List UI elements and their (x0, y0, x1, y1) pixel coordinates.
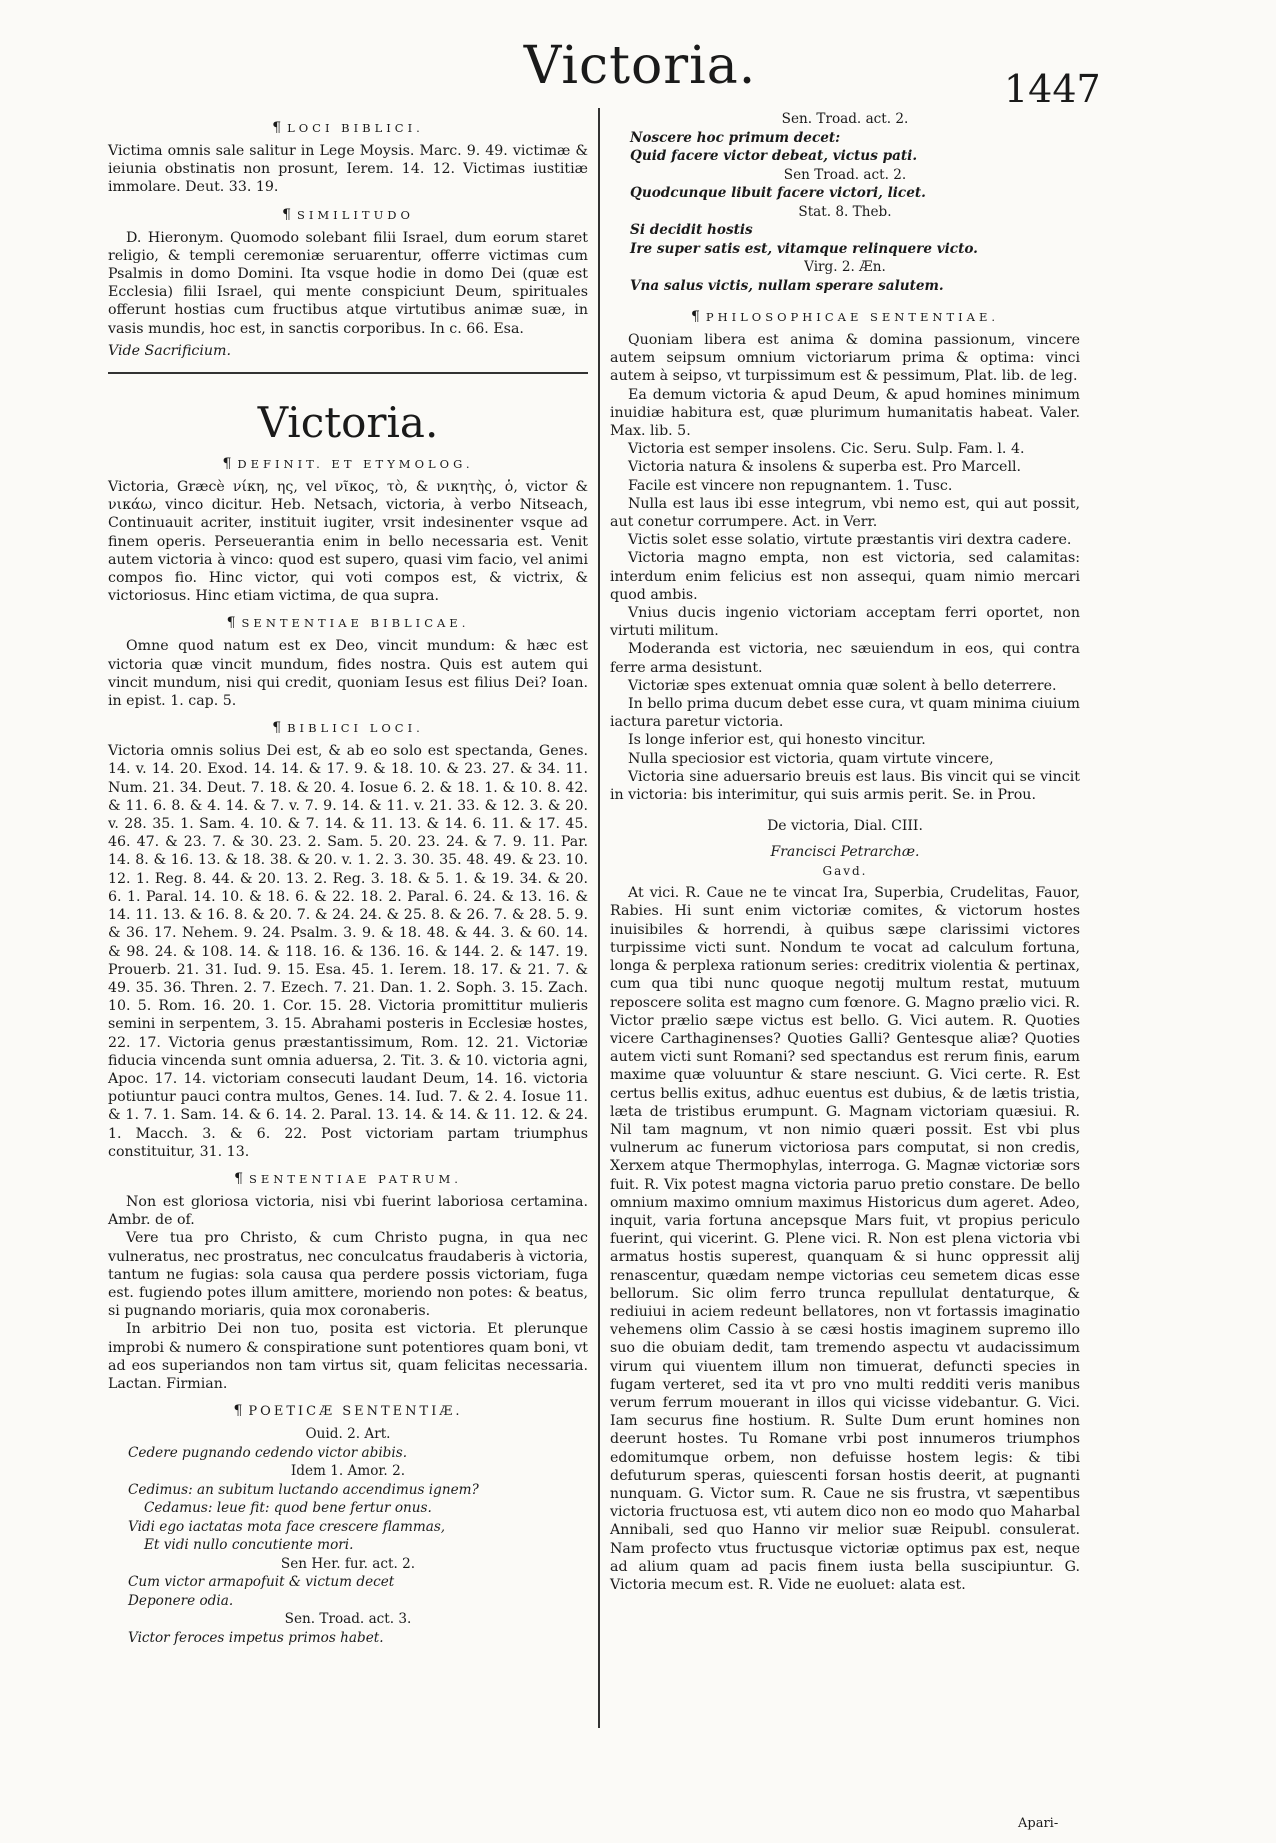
section-heading-similitudo: ¶ SIMILITUDO (282, 206, 414, 223)
verse-line: Vna salus victis, nullam sperare salutem. (630, 277, 944, 294)
section-heading-sententiae-patrum: ¶ SENTENTIAE PATRUM. (234, 1170, 462, 1187)
left-column (108, 110, 588, 1647)
philosophicae-sentence: Victis solet esse solatio, virtute præstantis viri dextra cadere. (628, 532, 1072, 549)
section-heading-sententiae-biblicae: ¶ SENTENTIAE BIBLICAE. (226, 615, 470, 632)
verse-line: Ire super satis est, vitamque relinquere victo. (630, 240, 978, 257)
philosophicae-sentence: Is longe inferior est, qui honesto vincitur. (628, 732, 926, 749)
verse-source: Idem 1. Amor. 2. (290, 1463, 406, 1480)
philosophicae-sentence: Nulla est laus ibi esse integrum, vbi nemo est, qui aut possit, aut conetur corrumpere. Act. in Verr. (610, 495, 1080, 531)
paragraph-similitudo: D. Hieronym. Quomodo solebant filii Israel, dum eorum staret religio, & templi ceremoniæ seruarentur, offerre victimas cum Psalmis in domo Domini. Ita vsque hodie in domo Dei (quæ est Ecclesia) filii Israel, qui mente conspiciunt Deum, spirituales offerunt hostias cum fructibus atque virtutibus animæ suæ, in vasis mundis, hoc est, in sanctis corporibus. In c. 66. Esa. (108, 229, 588, 337)
philosophicae-sentence: Victoria natura & insolens & superba est. Pro Marcell. (628, 459, 1022, 476)
right-column (610, 110, 1080, 1594)
verse-line: Quid facere victor debeat, victus pati. (630, 148, 918, 164)
verse-line: Deponere odia. (128, 1592, 234, 1609)
paragraph-patrum-3: In arbitrio Dei non tuo, posita est victoria. Et plerunque improbi & numero & conspiratione sunt potentiores quam boni, vt ad eos superiandos non tam virtus sit, quam felicitas necessaria. Lactan. Firmian. (108, 1321, 588, 1392)
page-number: 1447 (1004, 67, 1101, 111)
speaker-label: Gavd. (822, 864, 868, 879)
paragraph-patrum-1: Non est gloriosa victoria, nisi vbi fuerint laboriosa certamina. Ambr. de of. (108, 1193, 588, 1229)
philosophicae-sentence: Victoria magno empta, non est victoria, sed calamitas: interdum enim felicius est non assequi, quam nimio mercari quod ambis. (610, 550, 1080, 603)
dialogue-author: Francisci Petrarchæ. (770, 844, 920, 861)
section-heading-loci-biblici: ¶ LOCI BIBLICI. (272, 120, 424, 136)
philosophicae-sentence: Quoniam libera est anima & domina passionum, vincere autem seipsum omnium victoriarum prima & optima: vinci autem à seipso, vt turpissimum est & pessimum, Plat. lib. de leg. (610, 332, 1080, 385)
verse-source: Sen. Troad. act. 2. (781, 111, 909, 127)
section-heading-definition: ¶ DEFINIT. ET ETYMOLOG. (222, 456, 474, 473)
verse-line: Cedamus: leue fit: quod bene fertur onus. (144, 1500, 432, 1517)
cross-reference: Vide Sacrificium. (108, 342, 232, 359)
verse-line: Et vidi nullo concutiente mori. (144, 1537, 354, 1554)
verse-source: Stat. 8. Theb. (798, 203, 892, 220)
philosophicae-sentence: Moderanda est victoria, nec sæuiendum in eos, qui contra ferre arma desistunt. (610, 641, 1080, 676)
verse-source: Virg. 2. Æn. (804, 259, 886, 275)
dialogue-heading: De victoria, Dial. CIII. (767, 818, 923, 835)
catchword: Apari- (1018, 1816, 1059, 1831)
section-rule (108, 372, 588, 374)
verse-line: Noscere hoc primum decet: (630, 129, 841, 146)
philosophicae-sentence: Vnius ducis ingenio victoriam acceptam ferri oportet, non virtuti militum. (610, 605, 1080, 640)
philosophicae-sentence: Victoria sine aduersario breuis est laus. Bis vincit qui se vincit in victoria: bis interimitur, qui suis armis perit. Se. in Prou. (610, 768, 1080, 804)
verse-line: Cedere pugnando cedendo victor abibis. (128, 1444, 408, 1461)
verse-line: Victor feroces impetus primos habet. (128, 1629, 384, 1646)
paragraph-loci-biblici: Victima omnis sale salitur in Lege Moysis. Marc. 9. 49. victimæ & ieiunia obstinatis non prosunt, Ierem. 14. 12. Victimas iustitiæ immolare. Deut. 33. 19. (108, 143, 588, 196)
verse-source: Sen Troad. act. 2. (783, 166, 907, 183)
section-heading-biblici-loci: ¶ BIBLICI LOCI. (272, 720, 424, 737)
verse-line: Cedimus: an subitum luctando accendimus ignem? (128, 1481, 479, 1498)
verse-source: Sen Her. fur. act. 2. (280, 1555, 416, 1572)
philosophicae-sentence: Victoria est semper insolens. Cic. Seru. Sulp. Fam. l. 4. (628, 441, 1025, 458)
column-divider (598, 108, 600, 1728)
paragraph-patrum-2: Vere tua pro Christo, & cum Christo pugna, in qua nec vulneratus, nec prostratus, nec conculcatus fraudaberis à victoria, tantum ne fugias: sola causa qua perdere possis victoriam, fuga est. fugiendo potes illum amittere, moriendo non potes: & beatus, si pugnando moriaris, quia mox coronaberis. (108, 1230, 588, 1320)
paragraph-dialogue: At vici. R. Caue ne te vincat Ira, Superbia, Crudelitas, Fauor, Rabies. Hi sunt enim victoriæ comites, & victorum hostes inuisibiles & horrendi, à quibus sæpe clarissimi victores turpissime victi sunt. Nondum te vocat ad calculum fortuna, longa & perplexa rationum series: creditrix violentia & pertinax, cum qua tibi nunc quoque negotij multum restat, mutuum reposcere solita est magno cum fœnore. G. Magno prælio vici. R. Victor prælio sæpe victus est bello. G. Vici autem. R. Quoties vicere Carthaginenses? Quoties Galli? Gentesque aliæ? Quoties autem victi sunt Romani? sed spectandus est rerum finis, earum maxime quæ voluuntur & stare nesciunt. G. Vici certe. R. Est certus bellis exitus, adhuc euentus est dubius, & de lætis tristia, læta de tristibus erumpunt. G. Magnam victoriam quæsiui. R. Nil tam magnum, vt non nimio quæri possit. Est vbi plus vulnerum ac funerum victoriosa pars computat, si non credis, Xerxem atque Thermophylas, interroga. G. Magnæ victoriæ sors fuit. R. Vix potest magna victoria paruo pretio constare. De bello omnium maximo omnium maximus Historicus dum ageret. Adeo, inquit, varia fortuna ancepsque Mars fuit, vt propius periculo fuerint, qui vicerint. G. Plene vici. R. Non est plena victoria vbi armatus hostis superest, quanquam & si hunc oppressit alij renascentur, quædam nempe victorias ceu semetem dicas esse bellorum. Sic olim ferro trunca repullulat dentaturque, & rediuiui in aciem redeunt bellatores, non vt fortassis imaginatio vehemens olim Cassio à se cæsi hostis imaginem supremo illo suo die obuiam dedit, tam tremendo aspectu vt audacissimum virum qui viuentem illum non timuerat, defuncti species in fugam verteret, sed ita vt pro vno multi redditi veris manibus verum ferrum mouerant in illos qui vicisse videbantur. G. Vici. Iam securus fine hostium. R. Sulte Dum erunt homines non deerunt hostes. Tu Romane vrbi post innumeros triumphos edomitumque orbem, non defuisse hostem legis: & tibi defuturum speras, quiescenti forsan hostis deerit, at pugnanti nunquam. G. Victor sum. R. Caue ne sis frustra, vt sæpentibus victoria fructuosa est, vti autem dico non eo modo quo Maharbal Annibali, sed quo Hanno vir melior suæ Reipubl. consulerat. Nam profecto vtus fructusque victoriæ optimus pax est, neque ad alium quam ad pacis finem iusta bella suscipiuntur. G. Victoria mecum est. R. Vide ne euoluet: alata est. (610, 885, 1080, 1593)
philosophicae-sentence: Victoriæ spes extenuat omnia quæ solent à bello deterrere. (628, 677, 1057, 694)
paragraph-definition: Victoria, Græcè νίκη, ης, vel νῖκος, τὸ, & νικητὴς, ὁ, victor & νικάω, vinco dicitur. Heb. Netsach, victoria, à verbo Nitseach, Continuauit acriter, instituit iugiter, vrsit indesinenter vsque ad finem operis. Perseuerantia enim in bello necessaria est. Venit autem victoria à vinco: quod est supero, quasi vim facio, vel animi compos fio. Hinc victor, qui voti compos est, & victrix, & victoriosus. Hinc etiam victima, de qua supra. (108, 479, 588, 605)
philosophicae-sentence: Facile est vincere non repugnantem. 1. Tusc. (628, 477, 953, 494)
paragraph-sententiae-biblicae: Omne quod natum est ex Deo, vincit mundum: & hæc est victoria quæ vincit mundum, fides nostra. Quis est autem qui vincit mundum, nisi qui credit, quoniam Iesus est filius Dei? Ioan. in epist. 1. cap. 5. (108, 638, 588, 710)
philosophicae-list (610, 331, 1080, 804)
philosophicae-sentence: Nulla speciosior est victoria, quam virtute vincere, (628, 750, 994, 767)
verse-source: Sen. Troad. act. 3. (284, 1611, 412, 1628)
verse-line: Quodcunque libuit facere victori, licet. (630, 185, 926, 201)
paragraph-biblici-loci: Victoria omnis solius Dei est, & ab eo solo est spectanda, Genes. 14. v. 14. 20. Exod. 14. 14. & 17. 9. & 18. 10. & 23. 27. & 34. 11. Num. 21. 34. Deut. 7. 18. & 20. 4. Iosue 6. 2. & 18. 1. & 10. 8. 42. & 11. 6. 8. & 4. 14. & 7. v. 7. 9. 14. & 11. v. 21. 33. & 12. 3. & 20. v. 28. 35. 1. Sam. 4. 10. & 7. 14. & 11. 13. & 14. 6. 11. & 17. 45. 46. 47. & 23. 7. & 30. 23. 2. Sam. 5. 20. 23. 24. & 7. 9. 11. Par. 14. 8. & 16. 13. & 18. 38. & 20. v. 1. 2. 3. 30. 35. 48. 49. & 23. 10. 12. 1. Reg. 8. 44. & 20. 13. 2. Reg. 3. 18. & 5. 1. & 19. 34. & 20. 6. 1. Paral. 14. 10. & 18. 6. & 22. 18. 2. Paral. 6. 24. & 13. 16. & 14. 11. 13. & 16. 8. & 20. 7. & 24. 24. & 25. 8. & 26. 7. & 28. 5. 9. & 36. 17. Nehem. 9. 24. Psalm. 3. 9. & 18. 48. & 44. 3. & 60. 14. & 98. 24. & 108. 14. & 118. 16. & 136. 16. & 144. 2. & 147. 19. Prouerb. 21. 31. Iud. 9. 15. Esa. 45. 1. Ierem. 18. 17. & 21. 7. & 49. 35. 36. Thren. 2. 7. Ezech. 7. 21. Dan. 1. 2. Soph. 3. 15. Zach. 10. 5. Rom. 16. 20. 1. Cor. 15. 28. Victoria promittitur mulieris semini in serpentem, 3. 15. Abrahami posteris in Ecclesiæ hostes, 22. 17. Victoria genus præstantissimum, Rom. 12. 21. Victoriæ fiducia vincenda sunt omnia aduersa, 2. Tit. 3. & 10. victoria agni, Apoc. 17. 14. victoriam consecuti laudant Deum, 14. 16. victoria potiuntur pauci contra multos, Genes. 14. Iud. 7. & 2. 4. Iosue 11. & 1. 7. 1. Sam. 14. & 6. 14. 2. Paral. 13. 14. & 14. & 11. 12. & 24. 1. Macch. 3. & 6. 22. Post victoriam partam triumphus constituitur, 31. 13. (108, 743, 588, 1160)
verse-line: Cum victor armapofuit & victum decet (128, 1574, 395, 1591)
philosophicae-sentence: Ea demum victoria & apud Deum, & apud homines minimum inuidiæ habitura est, quæ plurimum humanitatis habeat. Valer. Max. lib. 5. (610, 386, 1080, 440)
verse-line: Vidi ego iactatas mota face crescere flammas, (128, 1518, 446, 1535)
verse-source: Ouid. 2. Art. (305, 1426, 391, 1443)
philosophicae-sentence: In bello prima ducum debet esse cura, vt quam minima ciuium iactura paretur victoria. (610, 696, 1080, 731)
section-title-victoria: Victoria. (257, 398, 439, 448)
section-heading-poeticae: ¶ POETICÆ SENTENTIÆ. (233, 1403, 463, 1420)
page-header-title: Victoria. (523, 36, 757, 96)
verse-line: Si decidit hostis (630, 222, 753, 238)
section-heading-philosophicae: ¶ PHILOSOPHICAE SENTENTIAE. (690, 309, 1000, 325)
